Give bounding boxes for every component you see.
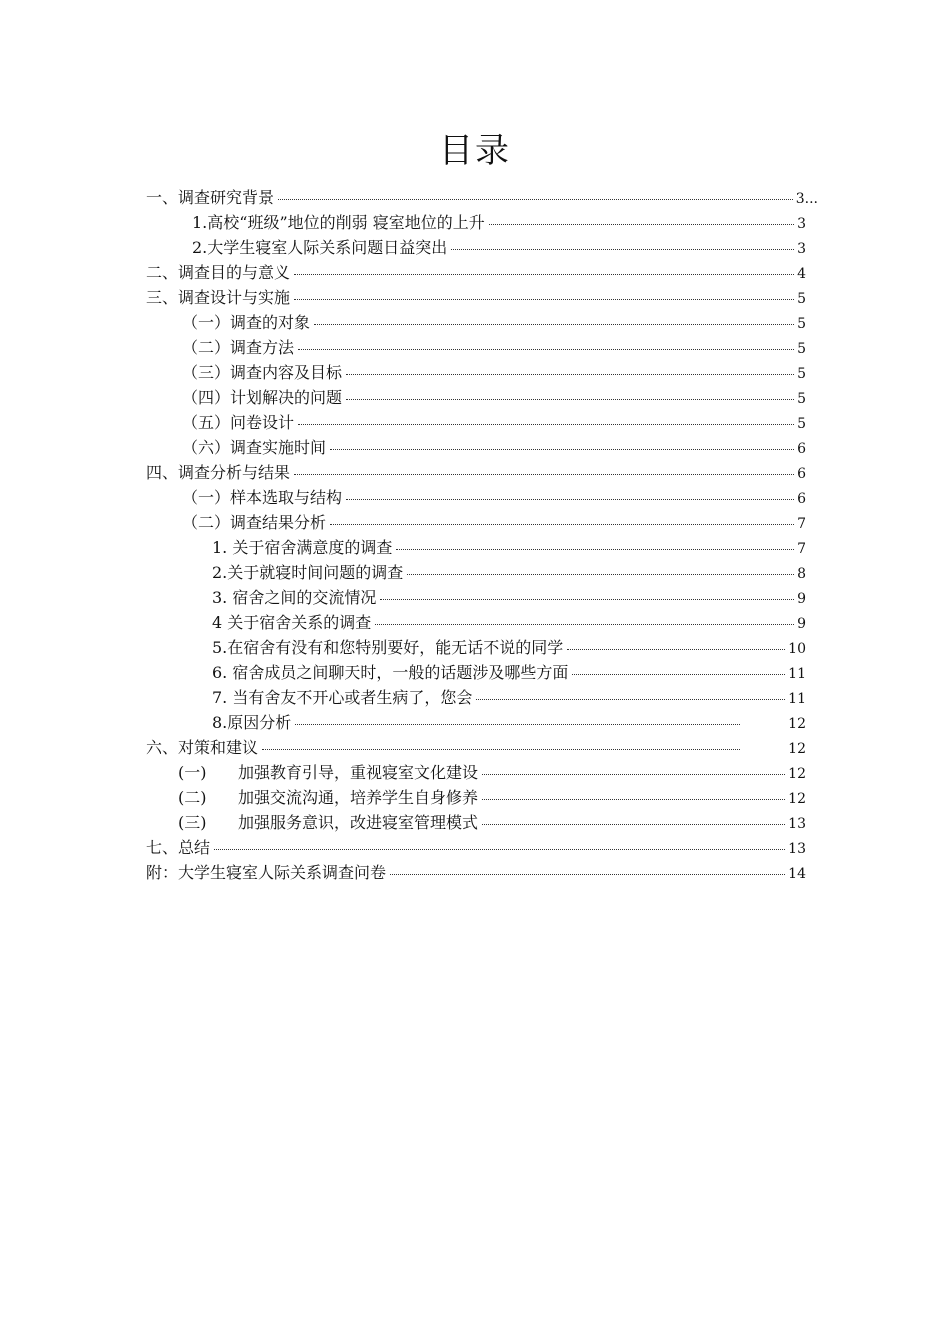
toc-entry-label[interactable]: 8.原因分析 [212, 710, 292, 735]
toc-row [0, 185, 950, 210]
toc-page-number: 5 [797, 366, 806, 382]
toc-row [0, 560, 950, 585]
toc-row [0, 785, 950, 810]
toc-entry-label[interactable]: 附：大学生寝室人际关系调查问卷 [146, 860, 387, 885]
toc-entry-label[interactable]: 5.在宿舍有没有和您特别要好，能无话不说的同学 [212, 635, 564, 660]
toc-page-number: 13 [788, 816, 806, 832]
toc-page-number: 6 [797, 441, 806, 457]
toc-row [0, 585, 950, 610]
toc-row [0, 635, 950, 660]
dot-leader [451, 249, 794, 250]
toc-entry-label[interactable]: 1. 关于宿舍满意度的调查 [212, 535, 393, 560]
toc-entry-label[interactable]: 7. 当有舍友不开心或者生病了，您会 [212, 685, 473, 710]
toc-row [0, 735, 950, 760]
toc-entry-label[interactable]: （六）调查实施时间 [182, 435, 327, 460]
toc-title: 目录 [439, 130, 511, 171]
toc-page-number: 7 [797, 516, 806, 532]
dot-leader [330, 524, 794, 525]
toc-entry-label[interactable]: 加强教育引导，重视寝室文化建设 [238, 760, 479, 785]
toc-page-number: 8 [797, 566, 806, 582]
toc-page-number: 12 [788, 766, 806, 782]
dot-leader [294, 274, 794, 275]
toc-row [0, 485, 950, 510]
toc-page-number: 12 [788, 716, 806, 732]
toc-page-number: 3 [797, 216, 806, 232]
toc-entry-label[interactable]: 3. 宿舍之间的交流情况 [212, 585, 377, 610]
toc-page-number: 5 [797, 316, 806, 332]
dot-leader [482, 799, 785, 800]
dot-leader [262, 749, 740, 750]
toc-entry-label[interactable]: （一）调查的对象 [182, 310, 311, 335]
dot-leader [278, 199, 793, 200]
toc-row [0, 510, 950, 535]
toc-entry-label[interactable]: 加强交流沟通，培养学生自身修养 [238, 785, 479, 810]
dot-leader [214, 849, 785, 850]
toc-row [0, 210, 950, 235]
dot-leader [294, 299, 794, 300]
toc-page-number: 12 [788, 791, 806, 807]
toc-entry-label[interactable]: 1.高校“班级”地位的削弱 寝室地位的上升 [192, 210, 486, 235]
toc-entry-marker: (三) [178, 813, 207, 832]
toc-entry-label[interactable]: （二）调查方法 [182, 335, 295, 360]
toc-entry-label[interactable]: （一）样本选取与结构 [182, 485, 343, 510]
toc-entry-marker: (一) [178, 763, 207, 782]
toc-page-number: 3... [795, 191, 818, 207]
toc-row [0, 285, 950, 310]
dot-leader [375, 624, 794, 625]
toc-entry-label[interactable]: 四、调查分析与结果 [146, 460, 291, 485]
toc-entry-label[interactable]: 2.关于就寝时间问题的调查 [212, 560, 404, 585]
toc-entry-label[interactable]: 4 关于宿舍关系的调查 [212, 610, 372, 635]
toc-row [0, 610, 950, 635]
dot-leader [346, 499, 794, 500]
toc-row [0, 835, 950, 860]
toc-row [0, 435, 950, 460]
dot-leader [294, 474, 794, 475]
toc-page-number: 6 [797, 491, 806, 507]
toc-row [0, 760, 950, 785]
toc-entry-label[interactable]: 二、调查目的与意义 [146, 260, 291, 285]
dot-leader [482, 824, 785, 825]
toc-row [0, 260, 950, 285]
toc-row [0, 860, 950, 885]
toc-page-number: 5 [797, 391, 806, 407]
dot-leader [407, 574, 794, 575]
toc-page-number: 12 [788, 741, 806, 757]
toc-page-number: 11 [788, 691, 806, 707]
toc-row [0, 685, 950, 710]
dot-leader [572, 674, 785, 675]
toc-page-number: 5 [797, 416, 806, 432]
toc-entry-label[interactable]: 一、调查研究背景 [146, 185, 275, 210]
toc-page-number: 5 [797, 291, 806, 307]
toc-row [0, 535, 950, 560]
toc-row [0, 385, 950, 410]
toc-row [0, 310, 950, 335]
dot-leader [314, 324, 794, 325]
toc-page-number: 10 [788, 641, 806, 657]
dot-leader [476, 699, 785, 700]
toc-page-number: 11 [788, 666, 806, 682]
dot-leader [298, 424, 794, 425]
toc-page-number: 4 [797, 266, 806, 282]
toc-page-number: 14 [788, 866, 806, 882]
toc-entry-marker: (二) [178, 788, 207, 807]
dot-leader [346, 374, 794, 375]
dot-leader [346, 399, 794, 400]
toc-page-number: 13 [788, 841, 806, 857]
dot-leader [567, 649, 785, 650]
toc-entry-label[interactable]: 七、总结 [146, 835, 211, 860]
toc-entry-label[interactable]: （三）调查内容及目标 [182, 360, 343, 385]
toc-row [0, 710, 950, 735]
dot-leader [295, 724, 740, 725]
toc-entry-label[interactable]: （二）调查结果分析 [182, 510, 327, 535]
dot-leader [482, 774, 785, 775]
dot-leader [330, 449, 794, 450]
toc-row [0, 810, 950, 835]
toc-row [0, 460, 950, 485]
toc-entry-label[interactable]: 加强服务意识，改进寝室管理模式 [238, 810, 479, 835]
toc-page-number: 3 [797, 241, 806, 257]
toc-entry-label[interactable]: （五）问卷设计 [182, 410, 295, 435]
toc-entry-label[interactable]: 6. 宿舍成员之间聊天时，一般的话题涉及哪些方面 [212, 660, 569, 685]
dot-leader [380, 599, 794, 600]
toc-row [0, 335, 950, 360]
toc-entry-label[interactable]: （四）计划解决的问题 [182, 385, 343, 410]
dot-leader [390, 874, 785, 875]
toc-page-number: 5 [797, 341, 806, 357]
dot-leader [298, 349, 794, 350]
toc-row [0, 235, 950, 260]
toc-row [0, 360, 950, 385]
toc-entry-label[interactable]: 2.大学生寝室人际关系问题日益突出 [192, 235, 448, 260]
toc-page-number: 9 [797, 591, 806, 607]
toc-entry-label[interactable]: 六、对策和建议 [146, 735, 259, 760]
toc-entry-label[interactable]: 三、调查设计与实施 [146, 285, 291, 310]
toc-page-number: 9 [797, 616, 806, 632]
dot-leader [396, 549, 794, 550]
toc-row [0, 660, 950, 685]
toc-page-number: 6 [797, 466, 806, 482]
table-of-contents [0, 185, 950, 885]
toc-row [0, 410, 950, 435]
toc-page-number: 7 [797, 541, 806, 557]
dot-leader [489, 224, 794, 225]
